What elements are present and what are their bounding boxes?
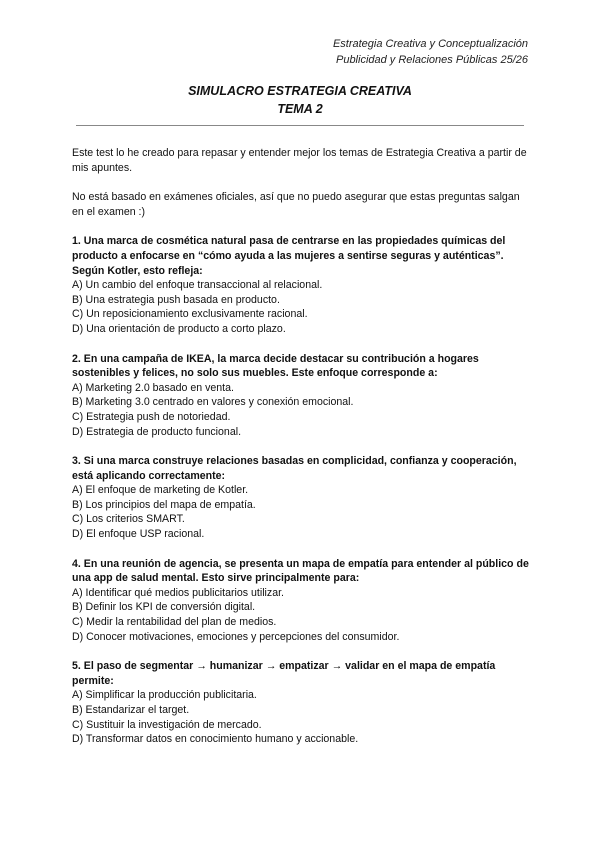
answer-option: D) Conocer motivaciones, emociones y percepciones del consumidor. [72,630,400,643]
answer-option: A) Simplificar la producción publicitaria. [72,689,257,702]
title-divider [76,125,524,126]
answer-option: B) Marketing 3.0 centrado en valores y conexión emocional. [72,396,354,409]
header-degree-year: Publicidad y Relaciones Públicas 25/26 [335,54,528,66]
question-item [72,352,532,440]
answer-option: A) Identificar qué medios publicitarios utilizar. [72,586,284,599]
question-text: 4. En una reunión de agencia, se presenta un mapa de empatía para entender al público de una app de salud mental. Esto sirve principalmente para: [72,557,529,585]
question-text: 1. Una marca de cosmética natural pasa de centrarse en las propiedades químicas del producto a enfocarse en “cómo ayuda a las mujeres a sentirse seguras y auténticas”. Según Kotler, esto refleja: [72,235,506,277]
answer-option: A) Marketing 2.0 basado en venta. [72,381,234,394]
document-body [72,146,532,762]
page-header [333,36,528,68]
title-topic: TEMA 2 [277,102,323,116]
answer-option: B) Los principios del mapa de empatía. [72,498,256,511]
document-title [0,82,600,118]
answer-option: A) El enfoque de marketing de Kotler. [72,484,249,497]
answer-option: D) Transformar datos en conocimiento humano y accionable. [72,733,359,746]
question-item [72,659,532,747]
title-main: SIMULACRO ESTRATEGIA CREATIVA [188,84,412,98]
answer-option: A) Un cambio del enfoque transaccional al relacional. [72,279,323,292]
answer-option: D) Estrategia de producto funcional. [72,425,242,438]
answer-option: B) Definir los KPI de conversión digital. [72,601,256,614]
header-course-title: Estrategia Creativa y Conceptualización [332,38,528,50]
answer-option: C) Los criterios SMART. [72,513,185,526]
answer-option: C) Sustituir la investigación de mercado. [72,718,262,731]
answer-option: B) Una estrategia push basada en producto. [72,293,280,306]
answer-option: C) Medir la rentabilidad del plan de medios. [72,616,277,629]
intro-paragraph-1: Este test lo he creado para repasar y entender mejor los temas de Estrategia Creativa a partir de mis apuntes. [72,147,527,174]
intro-paragraph-2: No está basado en exámenes oficiales, así que no puedo asegurar que estas preguntas salgan en el examen :) [72,191,520,218]
question-item [72,557,532,645]
answer-option: D) Una orientación de producto a corto plazo. [72,322,286,335]
answer-option: D) El enfoque USP racional. [72,528,205,541]
question-text: 5. El paso de segmentar → humanizar → empatizar → validar en el mapa de empatía permite: [72,660,496,687]
question-item [72,454,532,542]
answer-option: C) Estrategia push de notoriedad. [72,410,231,423]
question-text: 2. En una campaña de IKEA, la marca decide destacar su contribución a hogares sostenibles y felices, no solo sus muebles. Este enfoque corresponde a: [72,352,479,380]
answer-option: B) Estandarizar el target. [72,704,190,716]
question-text: 3. Si una marca construye relaciones basadas en complicidad, confianza y cooperación, está aplicando correctamente: [72,455,517,482]
answer-option: C) Un reposicionamiento exclusivamente racional. [72,308,308,321]
question-item [72,234,532,336]
